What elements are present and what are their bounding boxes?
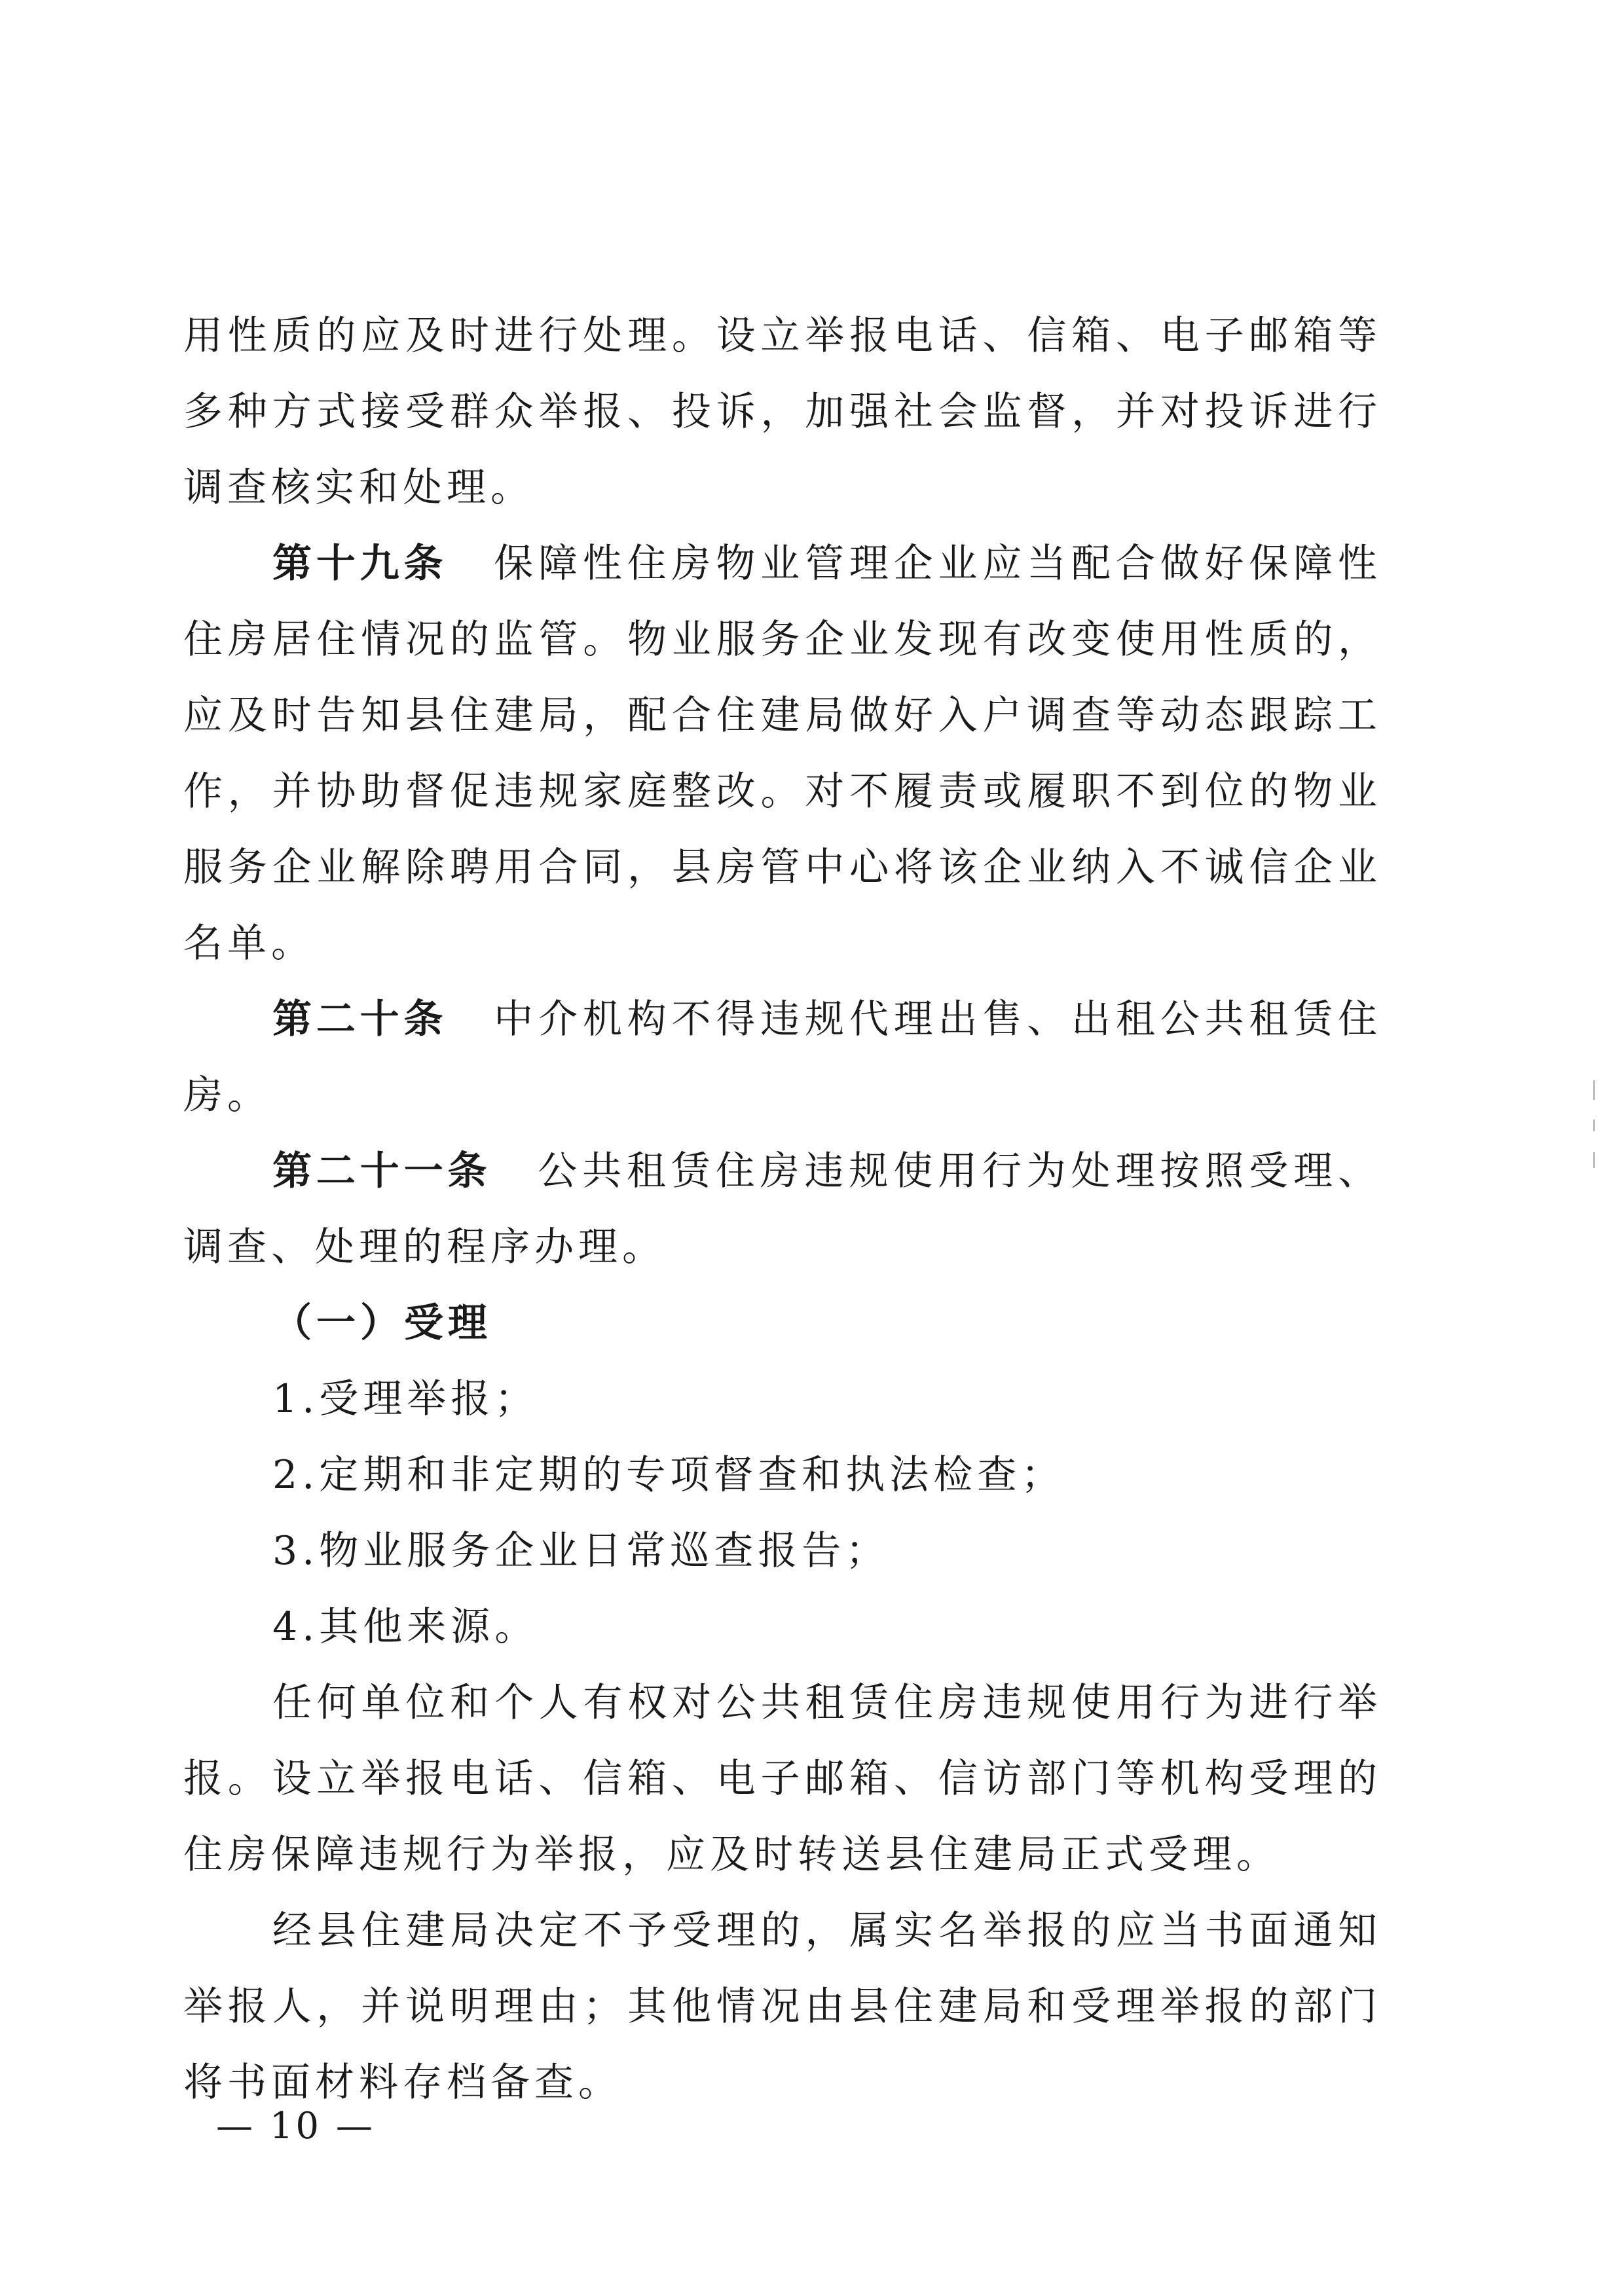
article-21 xyxy=(183,1133,1382,1285)
article-heading: 第二十一条 xyxy=(272,1148,492,1194)
list-item: 3.物业服务企业日常巡查报告； xyxy=(272,1528,890,1574)
section-subheading: （一）受理 xyxy=(272,1300,492,1346)
article-heading: 第十九条 xyxy=(272,541,448,587)
paragraph-body: 任何单位和个人有权对公共租赁住房违规使用行为进行举报。设立举报电话、信箱、电子邮箱、信访部门等机构受理的住房保障违规行为举报，应及时转送县住建局正式受理。 xyxy=(183,1680,1382,1878)
article-20 xyxy=(183,981,1382,1133)
list-item: 4.其他来源。 xyxy=(272,1604,539,1650)
article-text: 公共租赁住房违规使用行为处理按照受理、调查、处理的程序办理。 xyxy=(183,1148,1382,1270)
paragraph-continuation: 用性质的应及时进行处理。设立举报电话、信箱、电子邮箱等多种方式接受群众举报、投诉，加强社会监督，并对投诉进行调查核实和处理。 xyxy=(183,313,1382,511)
scan-artifact xyxy=(1593,1120,1595,1131)
scan-artifact xyxy=(1593,1152,1595,1168)
list-item: 2.定期和非定期的专项督查和执法检查； xyxy=(272,1452,1065,1498)
article-text: 中介机构不得违规代理出售、出租公共租赁住房。 xyxy=(183,996,1382,1118)
paragraph-body: 经县住建局决定不予受理的，属实名举报的应当书面通知举报人，并说明理由；其他情况由县住建局和受理举报的部门将书面材料存档备查。 xyxy=(183,1908,1382,2105)
article-19 xyxy=(183,526,1382,981)
scan-artifact xyxy=(1593,1080,1595,1100)
article-text: 保障性住房物业管理企业应当配合做好保障性住房居住情况的监管。物业服务企业发现有改变使用性质的，应及时告知县住建局，配合住建局做好入户调查等动态跟踪工作，并协助督促违规家庭整改。对不履责或履职不到位的物业服务企业解除聘用合同，县房管中心将该企业纳入不诚信企业名单。 xyxy=(183,541,1382,966)
document-body xyxy=(183,298,1382,2121)
article-heading: 第二十条 xyxy=(272,996,448,1042)
list-item: 1.受理举报； xyxy=(272,1376,539,1422)
page-number: — 10 — xyxy=(216,2105,375,2147)
